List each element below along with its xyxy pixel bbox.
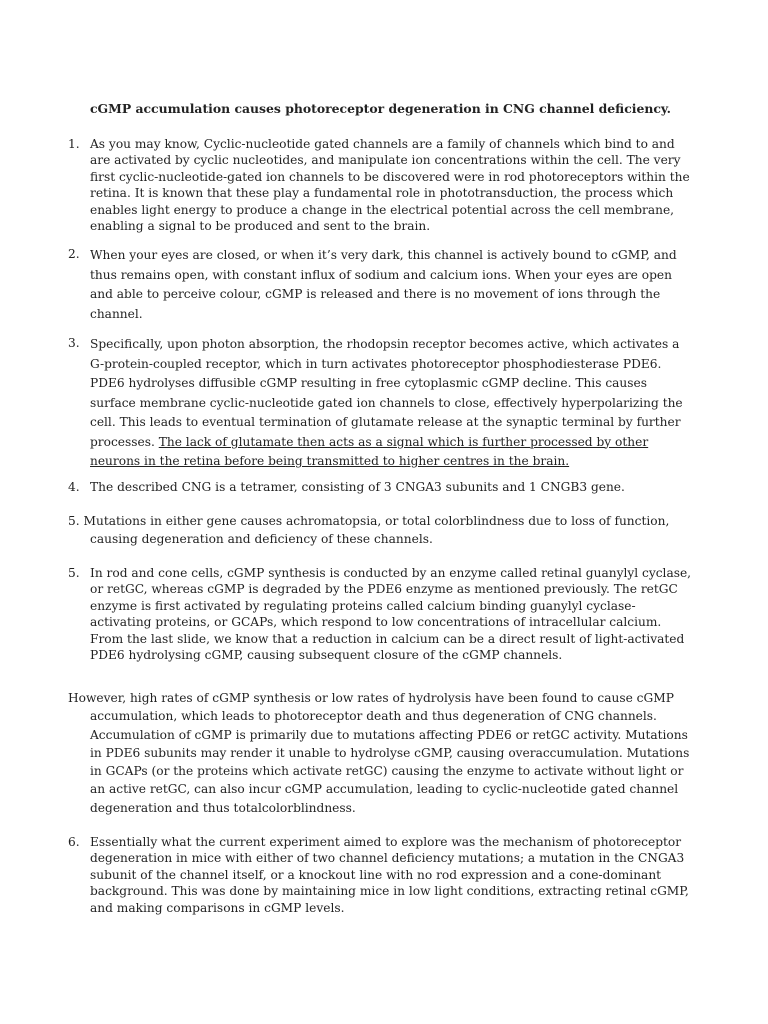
- list-number: 2.: [68, 247, 80, 261]
- list-number: 5.: [68, 566, 80, 580]
- list-item-5b: [68, 565, 696, 663]
- list-number: 1.: [68, 137, 80, 151]
- list-item-text: Mutations in either gene causes achromatopsia, or total colorblindness due to loss of function, causing degeneration and deficiency of these channels.: [83, 514, 670, 547]
- list-item-text: The described CNG is a tetramer, consisting of 3 CNGA3 subunits and 1 CNGB3 gene.: [90, 480, 625, 494]
- list-item-1: [68, 136, 696, 234]
- list-item-2: [68, 246, 696, 324]
- list-item-6: [68, 834, 696, 916]
- list-number: 3.: [68, 336, 80, 350]
- list-item-text: Essentially what the current experiment aimed to explore was the mechanism of photoreceptor degeneration in mice with either of two channel deficiency mutations; a mutation in the CNGA3 subunit of the channel itself, or a knockout line with no rod expression and a cone-dominant background. This was done by maintaining mice in low light conditions, extracting retinal cGMP, and making comparisons in cGMP levels.: [90, 835, 689, 915]
- list-item-text: In rod and cone cells, cGMP synthesis is conducted by an enzyme called retinal guanylyl cyclase, or retGC, whereas cGMP is degraded by the PDE6 enzyme as mentioned previously. The retGC enzyme is first activated by regulating proteins called calcium binding guanylyl cyclase-activating proteins, or GCAPs, which respond to low concentrations of intracellular calcium. From the last slide, we know that a reduction in calcium can be a direct result of light-activated PDE6 hydrolysing cGMP, causing subsequent closure of the cGMP channels.: [90, 566, 692, 663]
- paragraph-however: However, high rates of cGMP synthesis or low rates of hydrolysis have been found to cause cGMP accumulation, which leads to photoreceptor death and thus degeneration of CNG channels. Accumulation of cGMP is primarily due to mutations affecting PDE6 or retGC activity. Mutations in PDE6 subunits may render it unable to hydrolyse cGMP, causing overaccumulation. Mutations in GCAPs (or the proteins which activate retGC) causing the enzyme to activate without light or an active retGC, can also incur cGMP accumulation, leading to cyclic-nucleotide gated channel degeneration and thus totalcolorblindness.: [68, 691, 690, 815]
- list-number: 6.: [68, 835, 80, 849]
- document-title: cGMP accumulation causes photoreceptor degeneration in CNG channel deficiency.: [90, 101, 671, 116]
- paragraph-text: Specifically, upon photon absorption, the rhodopsin receptor becomes active, which activates a G-protein-coupled receptor, which in turn activates photoreceptor phosphodiesterase PDE6. PDE6 hydrolyses diffusible cGMP resulting in free cytoplasmic cGMP decline. This causes surface membrane cyclic-nucleotide gated ion channels to close, effectively hyperpolarizing the cell. This leads to eventual termination of glutamate release at the synaptic terminal by further processes.: [90, 337, 683, 449]
- list-item-text: When your eyes are closed, or when it’s very dark, this channel is actively bound to cGMP, and thus remains open, with constant influx of sodium and calcium ions. When your eyes are open and able to perceive colour, cGMP is released and there is no movement of ions through the channel.: [90, 248, 677, 321]
- list-item-4: [68, 479, 696, 495]
- list-item-3: [68, 335, 696, 472]
- list-item-text: As you may know, Cyclic-nucleotide gated channels are a family of channels which bind to and are activated by cyclic nucleotides, and manipulate ion concentrations within the cell. The very first cyclic-nucleotide-gated ion channels to be discovered were in rod photoreceptors within the retina. It is known that these play a fundamental role in phototransduction, the process which enables light energy to produce a change in the electrical potential across the cell membrane, enabling a signal to be produced and sent to the brain.: [90, 137, 690, 234]
- list-item-5a: [68, 512, 698, 549]
- list-number: 4.: [68, 480, 80, 494]
- list-item-text: [90, 335, 696, 472]
- list-number: 5.: [68, 514, 80, 528]
- underlined-text: The lack of glutamate then acts as a signal which is further processed by other neurons in the retina before being transmitted to higher centres in the brain.: [90, 434, 649, 468]
